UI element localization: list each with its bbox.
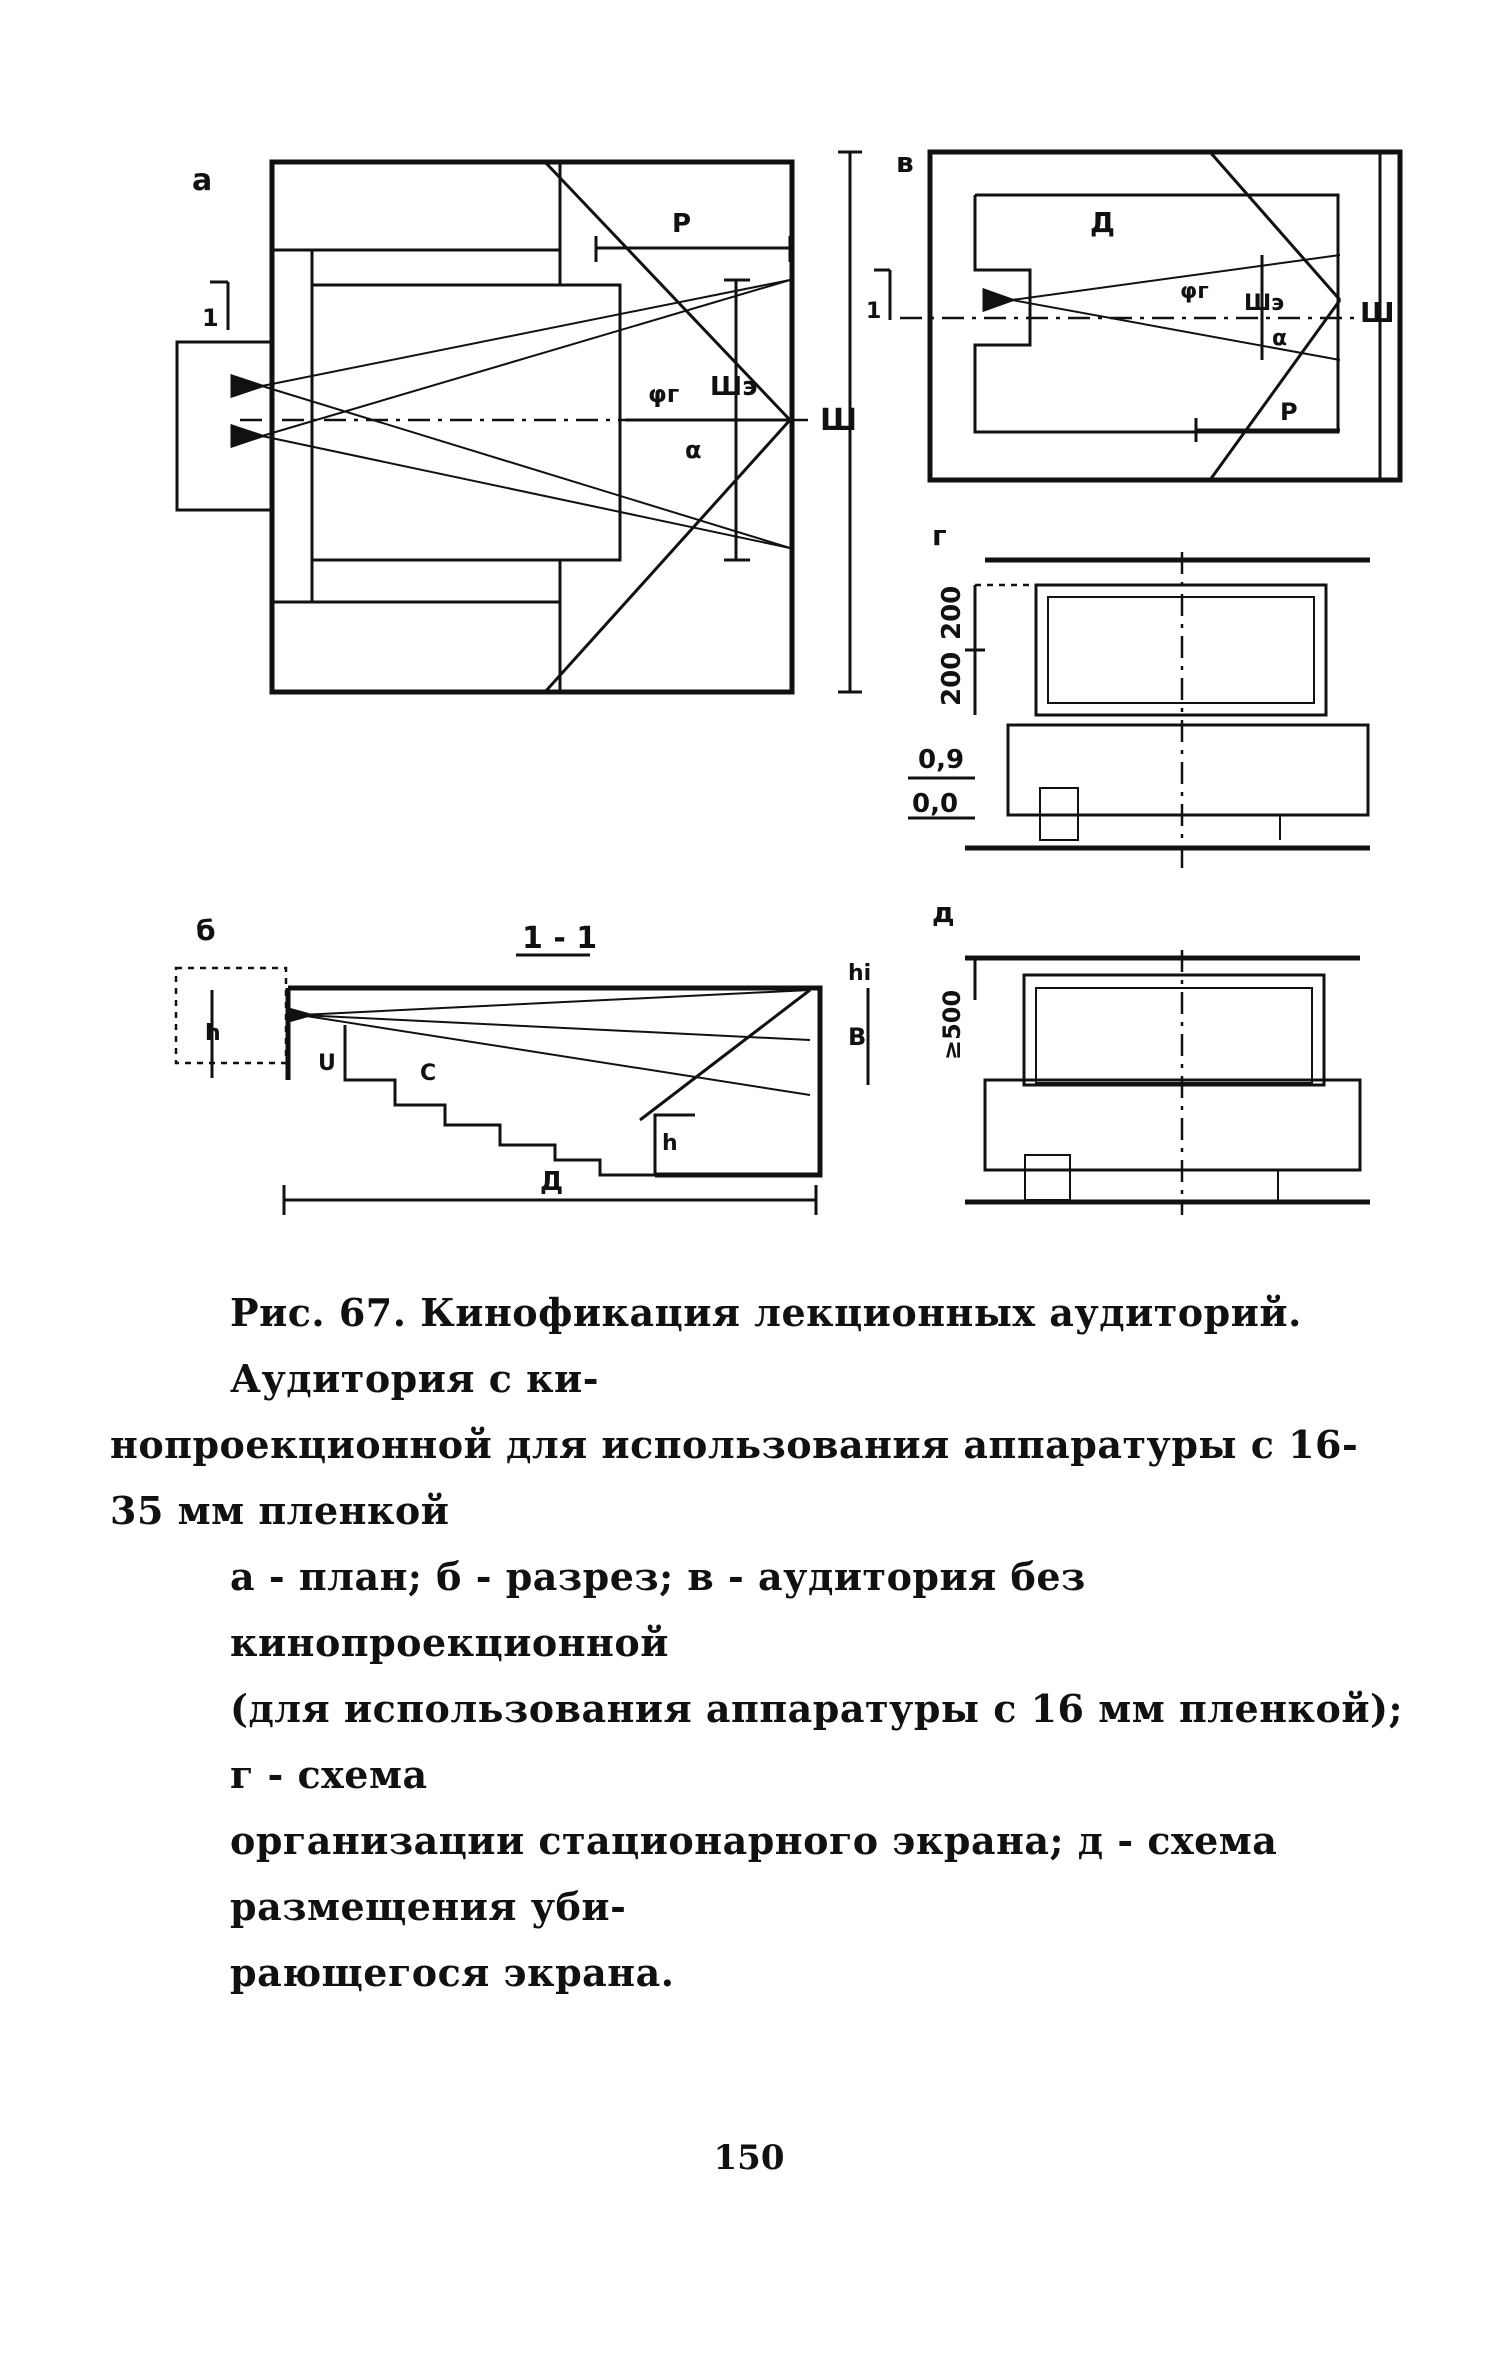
panel-label-b: б bbox=[196, 914, 216, 947]
plan-a-screen-width-label: Шэ bbox=[710, 372, 758, 402]
section-b-dim-h: h bbox=[205, 1021, 221, 1046]
panel-a-plan bbox=[177, 152, 862, 692]
plan-v-alpha-label: α bbox=[1272, 326, 1288, 351]
caption-line-3: а - план; б - разрез; в - аудитория без кинопроекционной bbox=[230, 1554, 1086, 1665]
figure-caption bbox=[110, 1280, 1410, 2006]
section-b-label-c: C bbox=[420, 1061, 437, 1086]
panel-v-plan bbox=[866, 146, 1400, 480]
section-b-title: 1 - 1 bbox=[522, 921, 598, 956]
panel-g-stationary-screen bbox=[908, 519, 1370, 870]
caption-line-5: организации стационарного экрана; д - схема размещения уби- bbox=[230, 1818, 1278, 1929]
panel-b-section bbox=[176, 914, 871, 1215]
screen-g-level-upper: 0,9 bbox=[918, 745, 965, 775]
plan-v-width-label: Ш bbox=[1360, 296, 1395, 329]
panel-label-g: г bbox=[932, 519, 947, 552]
plan-a-section-mark: 1 bbox=[202, 304, 219, 332]
plan-a-width-label: Ш bbox=[820, 403, 858, 438]
screen-g-dim-top: 200 bbox=[937, 585, 967, 640]
panel-label-d: д bbox=[932, 896, 955, 929]
caption-line-6: рающегося экрана. bbox=[230, 1950, 675, 1995]
page-number: 150 bbox=[713, 2138, 785, 2178]
plan-v-screen-width-label: Шэ bbox=[1244, 291, 1285, 316]
plan-v-section-mark: 1 bbox=[866, 299, 882, 324]
panel-d-retractable-screen bbox=[932, 896, 1370, 1215]
plan-a-alpha-label: α bbox=[685, 436, 702, 464]
section-b-dim-length: Д bbox=[540, 1167, 564, 1197]
plan-v-p-label: P bbox=[1280, 398, 1298, 426]
caption-line-1: Рис. 67. Кинофикация лекционных аудиторий. Аудитория с ки- bbox=[230, 1290, 1302, 1401]
panel-label-a: а bbox=[192, 163, 213, 198]
caption-line-4: (для использования аппаратуры с 16 мм пленкой); г - схема bbox=[230, 1686, 1404, 1797]
plan-v-room-label: Д bbox=[1090, 206, 1115, 239]
plan-v-phi-label: φг bbox=[1180, 279, 1209, 304]
section-b-label-h-lower: h bbox=[662, 1131, 678, 1156]
plan-a-p-label: P bbox=[672, 209, 692, 239]
section-b-dim-hi: hi bbox=[848, 961, 872, 986]
screen-g-dim-bottom: 200 bbox=[937, 651, 967, 706]
caption-line-2: нопроекционной для использования аппаратуры с 16-35 мм пленкой bbox=[110, 1422, 1359, 1533]
screen-g-level-lower: 0,0 bbox=[912, 789, 959, 819]
screen-d-dim-height: ≥500 bbox=[938, 989, 966, 1060]
panel-label-v: в bbox=[896, 146, 914, 179]
plan-a-phi-label: φг bbox=[648, 380, 680, 408]
section-b-label-u: U bbox=[318, 1051, 336, 1076]
section-b-dim-b: B bbox=[848, 1023, 867, 1051]
